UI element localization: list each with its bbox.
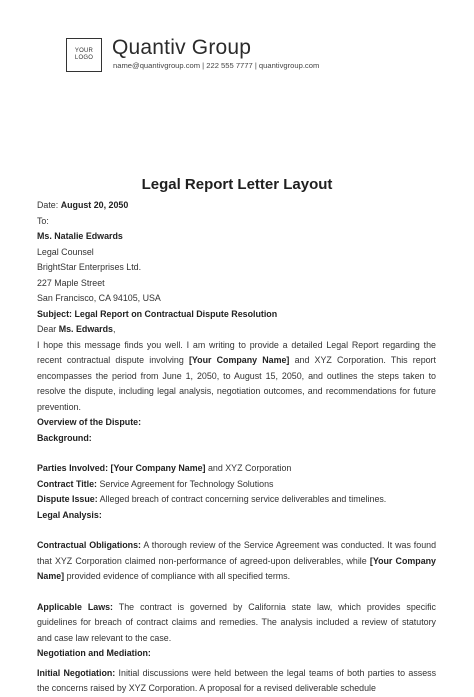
overview-heading: Overview of the Dispute: xyxy=(37,417,142,427)
spacer xyxy=(37,585,436,600)
letter-body xyxy=(37,198,436,697)
subject-line xyxy=(37,307,436,323)
obligations-paragraph: Contractual Obligations: A thorough review of the Service Agreement was conducted. It was found that XYZ Corporation claimed non-performance of agreed-upon deliverables, while [Your Company Name] provided evidence of compliance with all specified terms. xyxy=(37,540,437,581)
recipient-city: San Francisco, CA 94105, USA xyxy=(37,293,161,303)
date-value: August 20, 2050 xyxy=(60,200,129,210)
letter-title: Legal Report Letter Layout xyxy=(141,176,333,193)
logo-placeholder xyxy=(66,38,102,72)
initial-negotiation-paragraph: Initial Negotiation: Initial discussions were held between the legal teams of both parties to assess the concerns raised by XYZ Corporation. A proposal for a revised deliverable schedule xyxy=(37,667,437,693)
greeting-name: Ms. Edwards xyxy=(58,324,113,334)
contact-line: name@quantivgroup.com | 222 555 7777 | quantivgroup.com xyxy=(113,61,320,70)
date-label: Date: xyxy=(37,200,59,210)
intro-paragraph: I hope this message finds you well. I am writing to provide a detailed Legal Report regarding the recent contractual dispute involving [Your Company Name] and XYZ Corporation. This report encompasses the period from June 1, 2050, to August 15, 2050, and outlines the steps taken to resolve the dispute, including legal analysis, negotiation outcomes, and recommendations for future prevention. xyxy=(37,339,436,412)
analysis-heading: Legal Analysis: xyxy=(37,509,102,520)
laws-paragraph: Applicable Laws: The contract is governed by California state law, which provides specific guidelines for breach of contract claims and remedies. The analysis included a review of statutory and case law relevant to the case. xyxy=(37,601,436,643)
to-label: To: xyxy=(37,215,49,226)
greeting-line xyxy=(37,322,436,338)
logo-text-line2: LOGO xyxy=(74,55,94,61)
logo-text-line1: YOUR xyxy=(74,48,94,54)
greeting-word: Dear xyxy=(37,324,57,334)
subject-value: Legal Report on Contractual Dispute Resolution xyxy=(74,308,278,319)
contract-line: Contract Title: Service Agreement for Technology Solutions xyxy=(37,478,274,489)
date-line xyxy=(37,198,436,214)
recipient-company: BrightStar Enterprises Ltd. xyxy=(37,262,142,272)
recipient-street: 227 Maple Street xyxy=(37,277,105,288)
spacer xyxy=(37,523,436,538)
background-heading: Background: xyxy=(37,432,92,443)
negotiation-heading: Negotiation and Mediation: xyxy=(37,648,151,658)
spacer xyxy=(37,446,436,461)
parties-line: Parties Involved: [Your Company Name] and XYZ Corporation xyxy=(37,463,292,473)
subject-label: Subject: xyxy=(37,308,73,319)
issue-line: Dispute Issue: Alleged breach of contract concerning service deliverables and timelines. xyxy=(37,494,387,504)
greeting-comma: , xyxy=(112,324,116,334)
recipient-name: Ms. Natalie Edwards xyxy=(37,231,123,241)
company-name: Quantiv Group xyxy=(112,36,252,59)
recipient-role: Legal Counsel xyxy=(37,246,94,257)
